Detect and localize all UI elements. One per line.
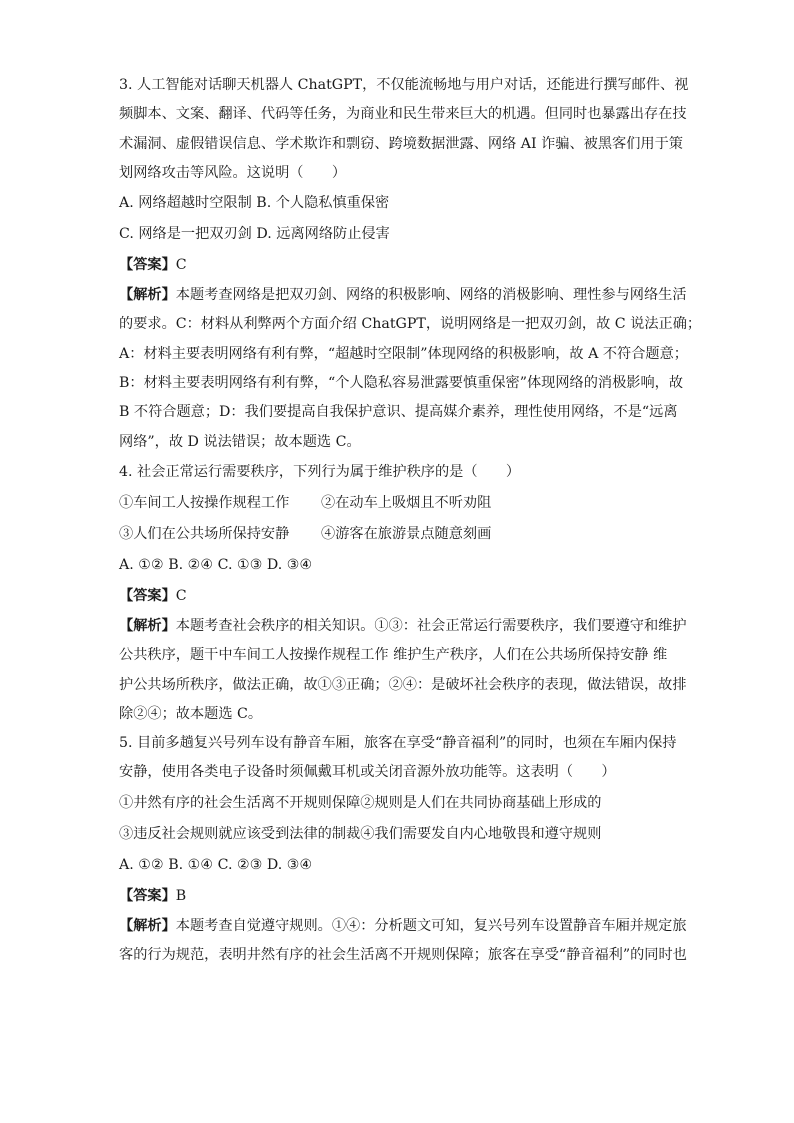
question-5-analysis — [119, 912, 687, 971]
question-4-items-row — [119, 488, 679, 519]
answer-value: C — [175, 587, 187, 604]
text-line: 客的行为规范，表明井然有序的社会生活离不开规则保障；旅客在享受“静音福利”的同时也 — [119, 947, 687, 964]
text-line: 除②④；故本题选 C。 — [119, 705, 263, 722]
text-line: 的要求。C：材料从利弊两个方面介绍 ChatGPT，说明网络是一把双刃剑，故 C 说法正确； — [119, 316, 702, 333]
question-4-options: A. ①② B. ②④ C. ①③ D. ③④ — [119, 556, 313, 573]
question-4-analysis — [119, 612, 687, 729]
text-line: 护公共场所秩序，做法正确，故①③正确；②④：是破坏社会秩序的表现，做法错误，故排 — [119, 676, 687, 693]
text-line: B：材料主要表明网络有利有弊，“个人隐私容易泄露要慎重保密”体现网络的消极影响，故 — [119, 375, 684, 392]
question-4-items-row — [119, 519, 679, 550]
question-4-stem: 4. 社会正常运行需要秩序，下列行为属于维护秩序的是（ ） — [119, 463, 521, 480]
text-line: 术漏洞、虚假错误信息、学术欺诈和剽窃、跨境数据泄露、网络 AI 诈骗、被黑客们用于策 — [119, 135, 683, 152]
text-line: A：材料主要表明网络有利有弊，“超越时空限制”体现网络的积极影响，故 A 不符合题意； — [119, 345, 688, 362]
answer-tag: 【答案】 — [119, 257, 176, 274]
question-5-items-row: ①井然有序的社会生活离不开规则保障②规则是人们在共同协商基础上形成的 — [119, 794, 602, 811]
text-line: 5. 目前多趟复兴号列车设有静音车厢，旅客在享受“静音福利”的同时，也须在车厢内保持 — [119, 735, 677, 752]
item-1: ①车间工人按操作规程工作 — [119, 494, 290, 511]
analysis-tag: 【解析】 — [119, 617, 176, 634]
text-line: B 不符合题意；D：我们要提高自我保护意识、提高媒介素养，理性使用网络，不是“远离 — [119, 404, 678, 421]
analysis-text: 本题考查自觉遵守规则。①④：分析题文可知，复兴号列车设置静音车厢并规定旅 — [175, 917, 687, 934]
text-line — [119, 912, 687, 941]
document-page — [119, 71, 702, 970]
analysis-tag: 【解析】 — [119, 917, 176, 934]
question-3-answer — [119, 250, 679, 281]
question-5-answer — [119, 881, 679, 912]
answer-tag: 【答案】 — [119, 587, 176, 604]
question-3-stem — [119, 71, 689, 188]
question-3-options-ab: A. 网络超越时空限制 B. 个人隐私慎重保密 — [119, 195, 390, 212]
text-line: 3. 人工智能对话聊天机器人 ChatGPT，不仅能流畅地与用户对话，还能进行撰写邮件、视 — [119, 77, 689, 93]
text-line: 安静，使用各类电子设备时须佩戴耳机或关闭音源外放功能等。这表明（ ） — [119, 764, 616, 781]
question-5-stem — [119, 729, 679, 788]
text-line: 划网络攻击等风险。这说明（ ） — [119, 164, 347, 181]
item-4: ④游客在旅游景点随意刻画 — [321, 525, 492, 542]
analysis-text: 本题考查网络是把双刃剑、网络的积极影响、网络的消极影响、理性参与网络生活 — [175, 287, 687, 304]
answer-value: C — [175, 257, 187, 274]
text-line — [119, 281, 687, 310]
item-2: ②在动车上吸烟且不听劝阻 — [321, 494, 492, 511]
question-3-analysis — [119, 281, 702, 457]
answer-tag: 【答案】 — [119, 887, 176, 904]
question-4-answer — [119, 581, 679, 612]
text-line: 网络”，故 D 说法错误；故本题选 C。 — [119, 433, 361, 450]
text-line: 频脚本、文案、翻译、代码等任务，为商业和民生带来巨大的机遇。但同时也暴露出存在技 — [119, 106, 687, 123]
text-line — [119, 612, 687, 641]
question-5-options: A. ①② B. ①④ C. ②③ D. ③④ — [119, 856, 313, 873]
question-3-options-cd: C. 网络是一把双刃剑 D. 远离网络防止侵害 — [119, 226, 390, 243]
analysis-text: 本题考查社会秩序的相关知识。①③：社会正常运行需要秩序，我们要遵守和维护 — [175, 617, 687, 634]
item-3: ③人们在公共场所保持安静 — [119, 525, 290, 542]
answer-value: B — [175, 887, 187, 904]
text-line: 公共秩序，题干中车间工人按操作规程工作 维护生产秩序，人们在公共场所保持安静 维 — [119, 647, 668, 664]
question-5-items-row: ③违反社会规则就应该受到法律的制裁④我们需要发自内心地敬畏和遵守规则 — [119, 825, 602, 842]
analysis-tag: 【解析】 — [119, 287, 176, 304]
